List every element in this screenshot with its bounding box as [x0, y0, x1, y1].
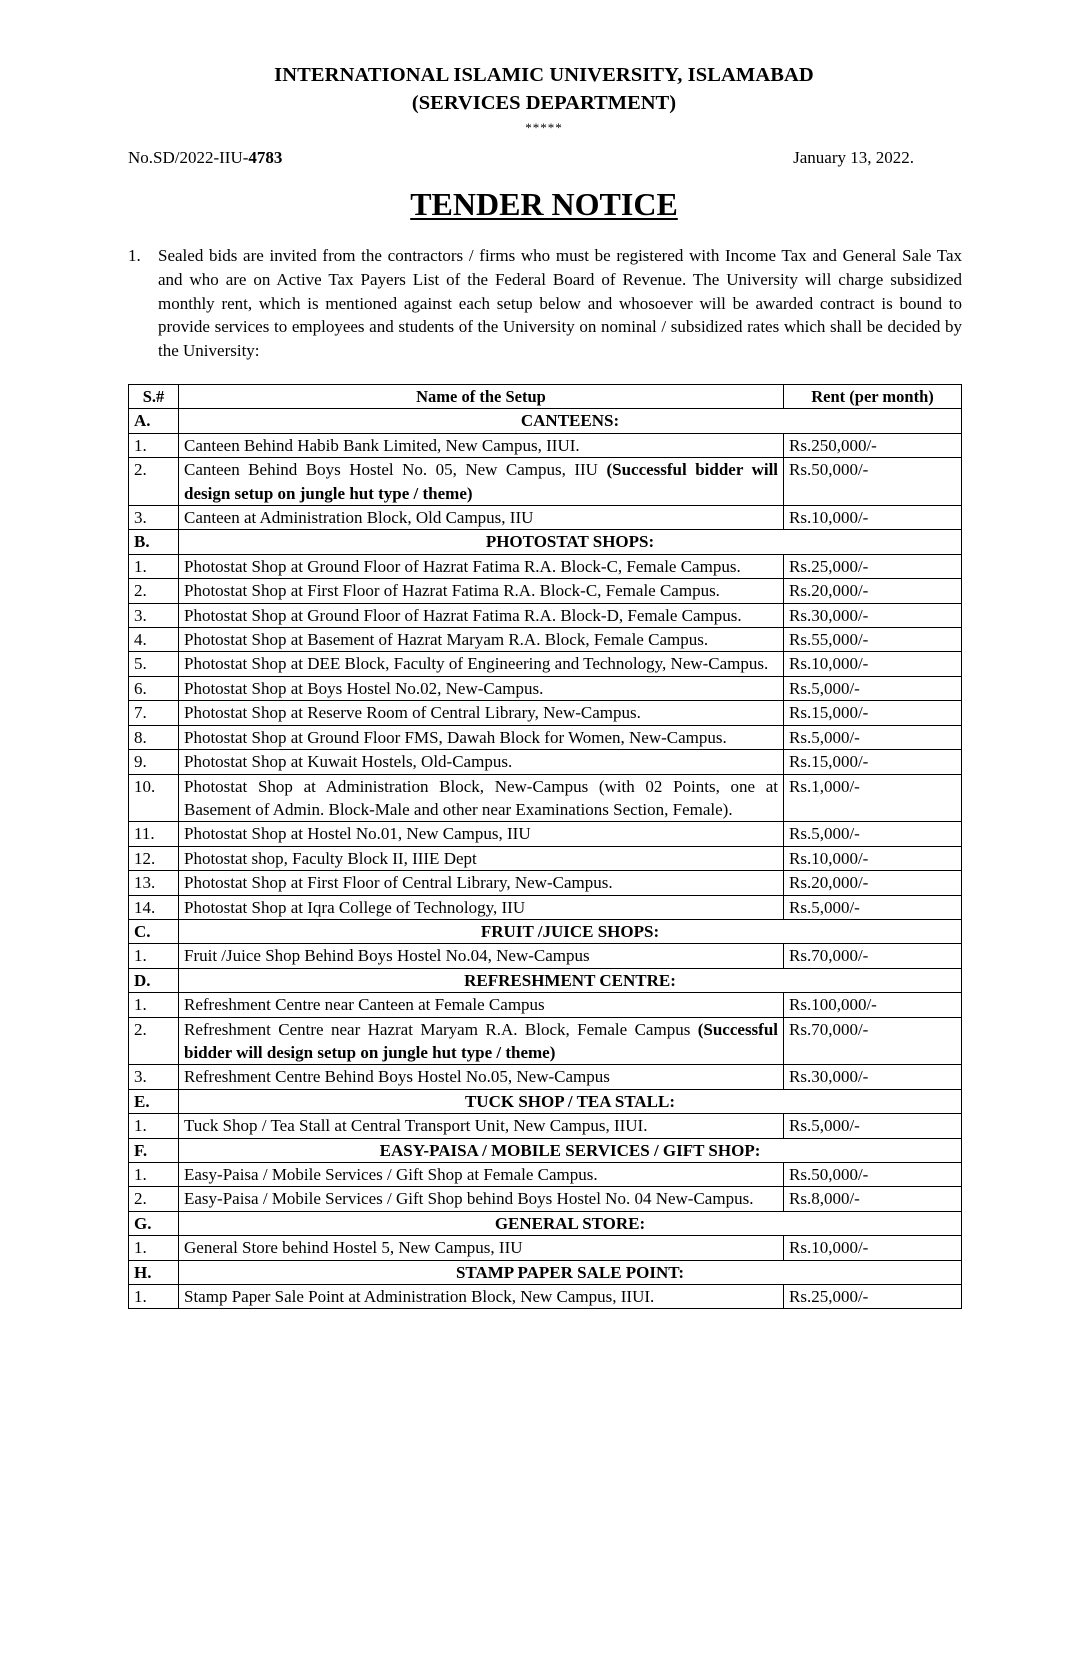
row-serial: 1. [129, 1285, 179, 1309]
row-serial: 2. [129, 579, 179, 603]
setup-name-text: Stamp Paper Sale Point at Administration Block, New Campus, IIUI. [184, 1287, 655, 1307]
row-rent: Rs.15,000/- [784, 750, 962, 774]
header-serial: S.# [129, 385, 179, 409]
section-letter: F. [129, 1138, 179, 1162]
section-letter: D. [129, 968, 179, 992]
setup-name-text: Refreshment Centre near Canteen at Female Campus [184, 995, 545, 1015]
row-setup-name [179, 822, 784, 846]
row-setup-name [179, 579, 784, 603]
header-setup-name: Name of the Setup [179, 385, 784, 409]
row-setup-name [179, 603, 784, 627]
setup-name-text: Photostat shop, Faculty Block II, IIIE Dept [184, 848, 477, 868]
row-rent: Rs.25,000/- [784, 554, 962, 578]
reference-number [128, 148, 282, 168]
setup-name-text: Photostat Shop at Administration Block, New-Campus (with 02 Points, one at Basement of Admin. Block-Male and other near Examinations Section, Female). [184, 776, 778, 819]
row-serial: 7. [129, 701, 179, 725]
table-row [129, 1187, 962, 1211]
table-row [129, 895, 962, 919]
table-row [129, 676, 962, 700]
table-row [129, 846, 962, 870]
row-serial: 6. [129, 676, 179, 700]
row-setup-name [179, 554, 784, 578]
row-serial: 13. [129, 871, 179, 895]
row-serial: 1. [129, 1236, 179, 1260]
setup-name-text: Photostat Shop at Ground Floor of Hazrat Fatima R.A. Block-C, Female Campus. [184, 556, 741, 576]
section-letter: A. [129, 409, 179, 433]
row-rent: Rs.25,000/- [784, 1285, 962, 1309]
setup-note: (Successful bidder will design setup on jungle hut type / theme) [184, 460, 779, 503]
row-rent: Rs.70,000/- [784, 944, 962, 968]
row-rent: Rs.5,000/- [784, 725, 962, 749]
row-serial: 4. [129, 628, 179, 652]
section-letter: E. [129, 1089, 179, 1113]
row-rent: Rs.50,000/- [784, 458, 962, 506]
row-serial: 2. [129, 1017, 179, 1065]
page-title: TENDER NOTICE [410, 186, 678, 222]
row-rent: Rs.100,000/- [784, 993, 962, 1017]
row-setup-name [179, 1187, 784, 1211]
row-setup-name [179, 433, 784, 457]
section-row [129, 530, 962, 554]
header-rent: Rent (per month) [784, 385, 962, 409]
row-setup-name [179, 774, 784, 822]
section-letter: H. [129, 1260, 179, 1284]
section-letter: C. [129, 919, 179, 943]
setup-name-text: Photostat Shop at Hostel No.01, New Campus, IIU [184, 824, 531, 844]
row-rent: Rs.30,000/- [784, 603, 962, 627]
row-serial: 1. [129, 554, 179, 578]
row-rent: Rs.20,000/- [784, 871, 962, 895]
row-serial: 9. [129, 750, 179, 774]
row-serial: 2. [129, 1187, 179, 1211]
row-rent: Rs.1,000/- [784, 774, 962, 822]
row-setup-name [179, 676, 784, 700]
section-letter: B. [129, 530, 179, 554]
table-row [129, 628, 962, 652]
row-rent: Rs.55,000/- [784, 628, 962, 652]
row-rent: Rs.5,000/- [784, 895, 962, 919]
row-rent: Rs.50,000/- [784, 1163, 962, 1187]
section-letter: G. [129, 1211, 179, 1235]
row-serial: 1. [129, 1114, 179, 1138]
row-setup-name [179, 652, 784, 676]
setup-name-text: Photostat Shop at First Floor of Hazrat Fatima R.A. Block-C, Female Campus. [184, 581, 720, 601]
setup-name-text: Easy-Paisa / Mobile Services / Gift Shop at Female Campus. [184, 1165, 598, 1184]
setup-name-text: Photostat Shop at Ground Floor of Hazrat Fatima R.A. Block-D, Female Campus. [184, 605, 742, 625]
section-title: TUCK SHOP / TEA STALL: [179, 1089, 962, 1113]
row-rent: Rs.10,000/- [784, 846, 962, 870]
table-row [129, 725, 962, 749]
section-title: EASY-PAISA / MOBILE SERVICES / GIFT SHOP: [179, 1138, 962, 1162]
row-serial: 3. [129, 603, 179, 627]
setup-name-text: Photostat Shop at Ground Floor FMS, Dawah Block for Women, New-Campus. [184, 727, 727, 747]
setup-name-text: Refreshment Centre near Hazrat Maryam R.A. Block, Female Campus [184, 1019, 691, 1039]
row-setup-name [179, 458, 784, 506]
row-serial: 1. [129, 433, 179, 457]
university-name: INTERNATIONAL ISLAMIC UNIVERSITY, ISLAMABAD [274, 64, 814, 86]
section-row [129, 968, 962, 992]
table-row [129, 1285, 962, 1309]
reference-line [128, 148, 914, 168]
row-rent: Rs.10,000/- [784, 1236, 962, 1260]
row-rent: Rs.10,000/- [784, 506, 962, 530]
row-setup-name [179, 1065, 784, 1089]
row-rent: Rs.15,000/- [784, 701, 962, 725]
section-row [129, 409, 962, 433]
table-row [129, 506, 962, 530]
table-row [129, 750, 962, 774]
section-row [129, 1260, 962, 1284]
setup-name-text: Photostat Shop at Boys Hostel No.02, New-Campus. [184, 678, 544, 698]
row-serial: 1. [129, 993, 179, 1017]
row-setup-name [179, 701, 784, 725]
reference-prefix: No.SD/2022-IIU- [128, 148, 249, 167]
row-setup-name [179, 750, 784, 774]
row-serial: 3. [129, 1065, 179, 1089]
table-row [129, 554, 962, 578]
row-setup-name [179, 895, 784, 919]
section-title: FRUIT /JUICE SHOPS: [179, 919, 962, 943]
table-row [129, 944, 962, 968]
setup-name-text: Tuck Shop / Tea Stall at Central Transport Unit, New Campus, IIUI. [184, 1116, 648, 1136]
row-rent: Rs.30,000/- [784, 1065, 962, 1089]
row-setup-name [179, 725, 784, 749]
row-setup-name [179, 944, 784, 968]
section-title: CANTEENS: [179, 409, 962, 433]
section-title: REFRESHMENT CENTRE: [179, 968, 962, 992]
setup-name-text: Refreshment Centre Behind Boys Hostel No.05, New-Campus [184, 1067, 610, 1087]
setup-name-text: Fruit /Juice Shop Behind Boys Hostel No.04, New-Campus [184, 946, 590, 966]
setup-name-text: Photostat Shop at DEE Block, Faculty of Engineering and Technology, New-Campus. [184, 654, 769, 674]
setup-name-text: Photostat Shop at Iqra College of Technology, IIU [184, 897, 526, 917]
setup-name-text: Canteen Behind Boys Hostel No. 05, New Campus, IIU [184, 460, 598, 480]
row-rent: Rs.70,000/- [784, 1017, 962, 1065]
row-setup-name [179, 1017, 784, 1065]
setup-name-text: Photostat Shop at Kuwait Hostels, Old-Campus. [184, 752, 513, 772]
section-row [129, 919, 962, 943]
setup-name-text: General Store behind Hostel 5, New Campus, IIU [184, 1238, 523, 1258]
table-row [129, 701, 962, 725]
setup-name-text: Photostat Shop at First Floor of Central Library, New-Campus. [184, 873, 613, 893]
table-row [129, 579, 962, 603]
section-row [129, 1089, 962, 1113]
reference-serial: 4783 [248, 148, 283, 167]
row-setup-name [179, 1163, 784, 1187]
row-setup-name [179, 628, 784, 652]
table-row [129, 1163, 962, 1187]
section-row [129, 1138, 962, 1162]
table-row [129, 1017, 962, 1065]
table-row [129, 433, 962, 457]
table-row [129, 774, 962, 822]
section-title: GENERAL STORE: [179, 1211, 962, 1235]
row-serial: 1. [129, 1163, 179, 1187]
intro-text: Sealed bids are invited from the contractors / firms who must be registered with Income Tax and General Sale Tax and who are on Active Tax Payers List of the Federal Board of Revenue. The University will charge subsidized monthly rent, which is mentioned against each setup below and whosoever will be awarded contract is bound to provide services to employees and students of the University on nominal / subsidized rates which shall be decided by the University: [158, 246, 962, 361]
row-setup-name [179, 846, 784, 870]
section-row [129, 1211, 962, 1235]
table-row [129, 458, 962, 506]
row-setup-name [179, 1236, 784, 1260]
notice-date: January 13, 2022. [793, 148, 914, 167]
setup-table [128, 384, 962, 1309]
setup-name-text: Photostat Shop at Basement of Hazrat Maryam R.A. Block, Female Campus. [184, 630, 709, 650]
setup-name-text: Easy-Paisa / Mobile Services / Gift Shop behind Boys Hostel No. 04 New-Campus. [184, 1189, 754, 1209]
row-setup-name [179, 871, 784, 895]
setup-name-text: Photostat Shop at Reserve Room of Central Library, New-Campus. [184, 703, 641, 723]
row-serial: 3. [129, 506, 179, 530]
setup-name-text: Canteen Behind Habib Bank Limited, New Campus, IIUI. [184, 435, 580, 455]
table-body [129, 409, 962, 1309]
table-row [129, 822, 962, 846]
intro-number: 1. [128, 246, 141, 265]
table-row [129, 652, 962, 676]
row-serial: 1. [129, 944, 179, 968]
row-serial: 2. [129, 458, 179, 506]
row-serial: 12. [129, 846, 179, 870]
table-row [129, 603, 962, 627]
table-row [129, 993, 962, 1017]
table-row [129, 1065, 962, 1089]
row-rent: Rs.20,000/- [784, 579, 962, 603]
section-title: STAMP PAPER SALE POINT: [179, 1260, 962, 1284]
row-setup-name [179, 1114, 784, 1138]
row-setup-name [179, 506, 784, 530]
row-serial: 5. [129, 652, 179, 676]
setup-note: (Successful bidder will design setup on jungle hut type / theme) [184, 1019, 779, 1062]
table-header-row [129, 385, 962, 409]
row-setup-name [179, 993, 784, 1017]
section-title: PHOTOSTAT SHOPS: [179, 530, 962, 554]
stars-divider: ***** [525, 120, 563, 135]
table-row [129, 1236, 962, 1260]
intro-paragraph [128, 244, 962, 363]
row-serial: 11. [129, 822, 179, 846]
row-rent: Rs.5,000/- [784, 1114, 962, 1138]
row-rent: Rs.5,000/- [784, 676, 962, 700]
row-rent: Rs.5,000/- [784, 822, 962, 846]
row-serial: 10. [129, 774, 179, 822]
table-row [129, 1114, 962, 1138]
row-rent: Rs.10,000/- [784, 652, 962, 676]
row-setup-name [179, 1285, 784, 1309]
table-row [129, 871, 962, 895]
setup-name-text: Canteen at Administration Block, Old Campus, IIU [184, 508, 534, 528]
row-serial: 14. [129, 895, 179, 919]
department-name: (SERVICES DEPARTMENT) [411, 92, 677, 114]
row-rent: Rs.250,000/- [784, 433, 962, 457]
row-rent: Rs.8,000/- [784, 1187, 962, 1211]
row-serial: 8. [129, 725, 179, 749]
